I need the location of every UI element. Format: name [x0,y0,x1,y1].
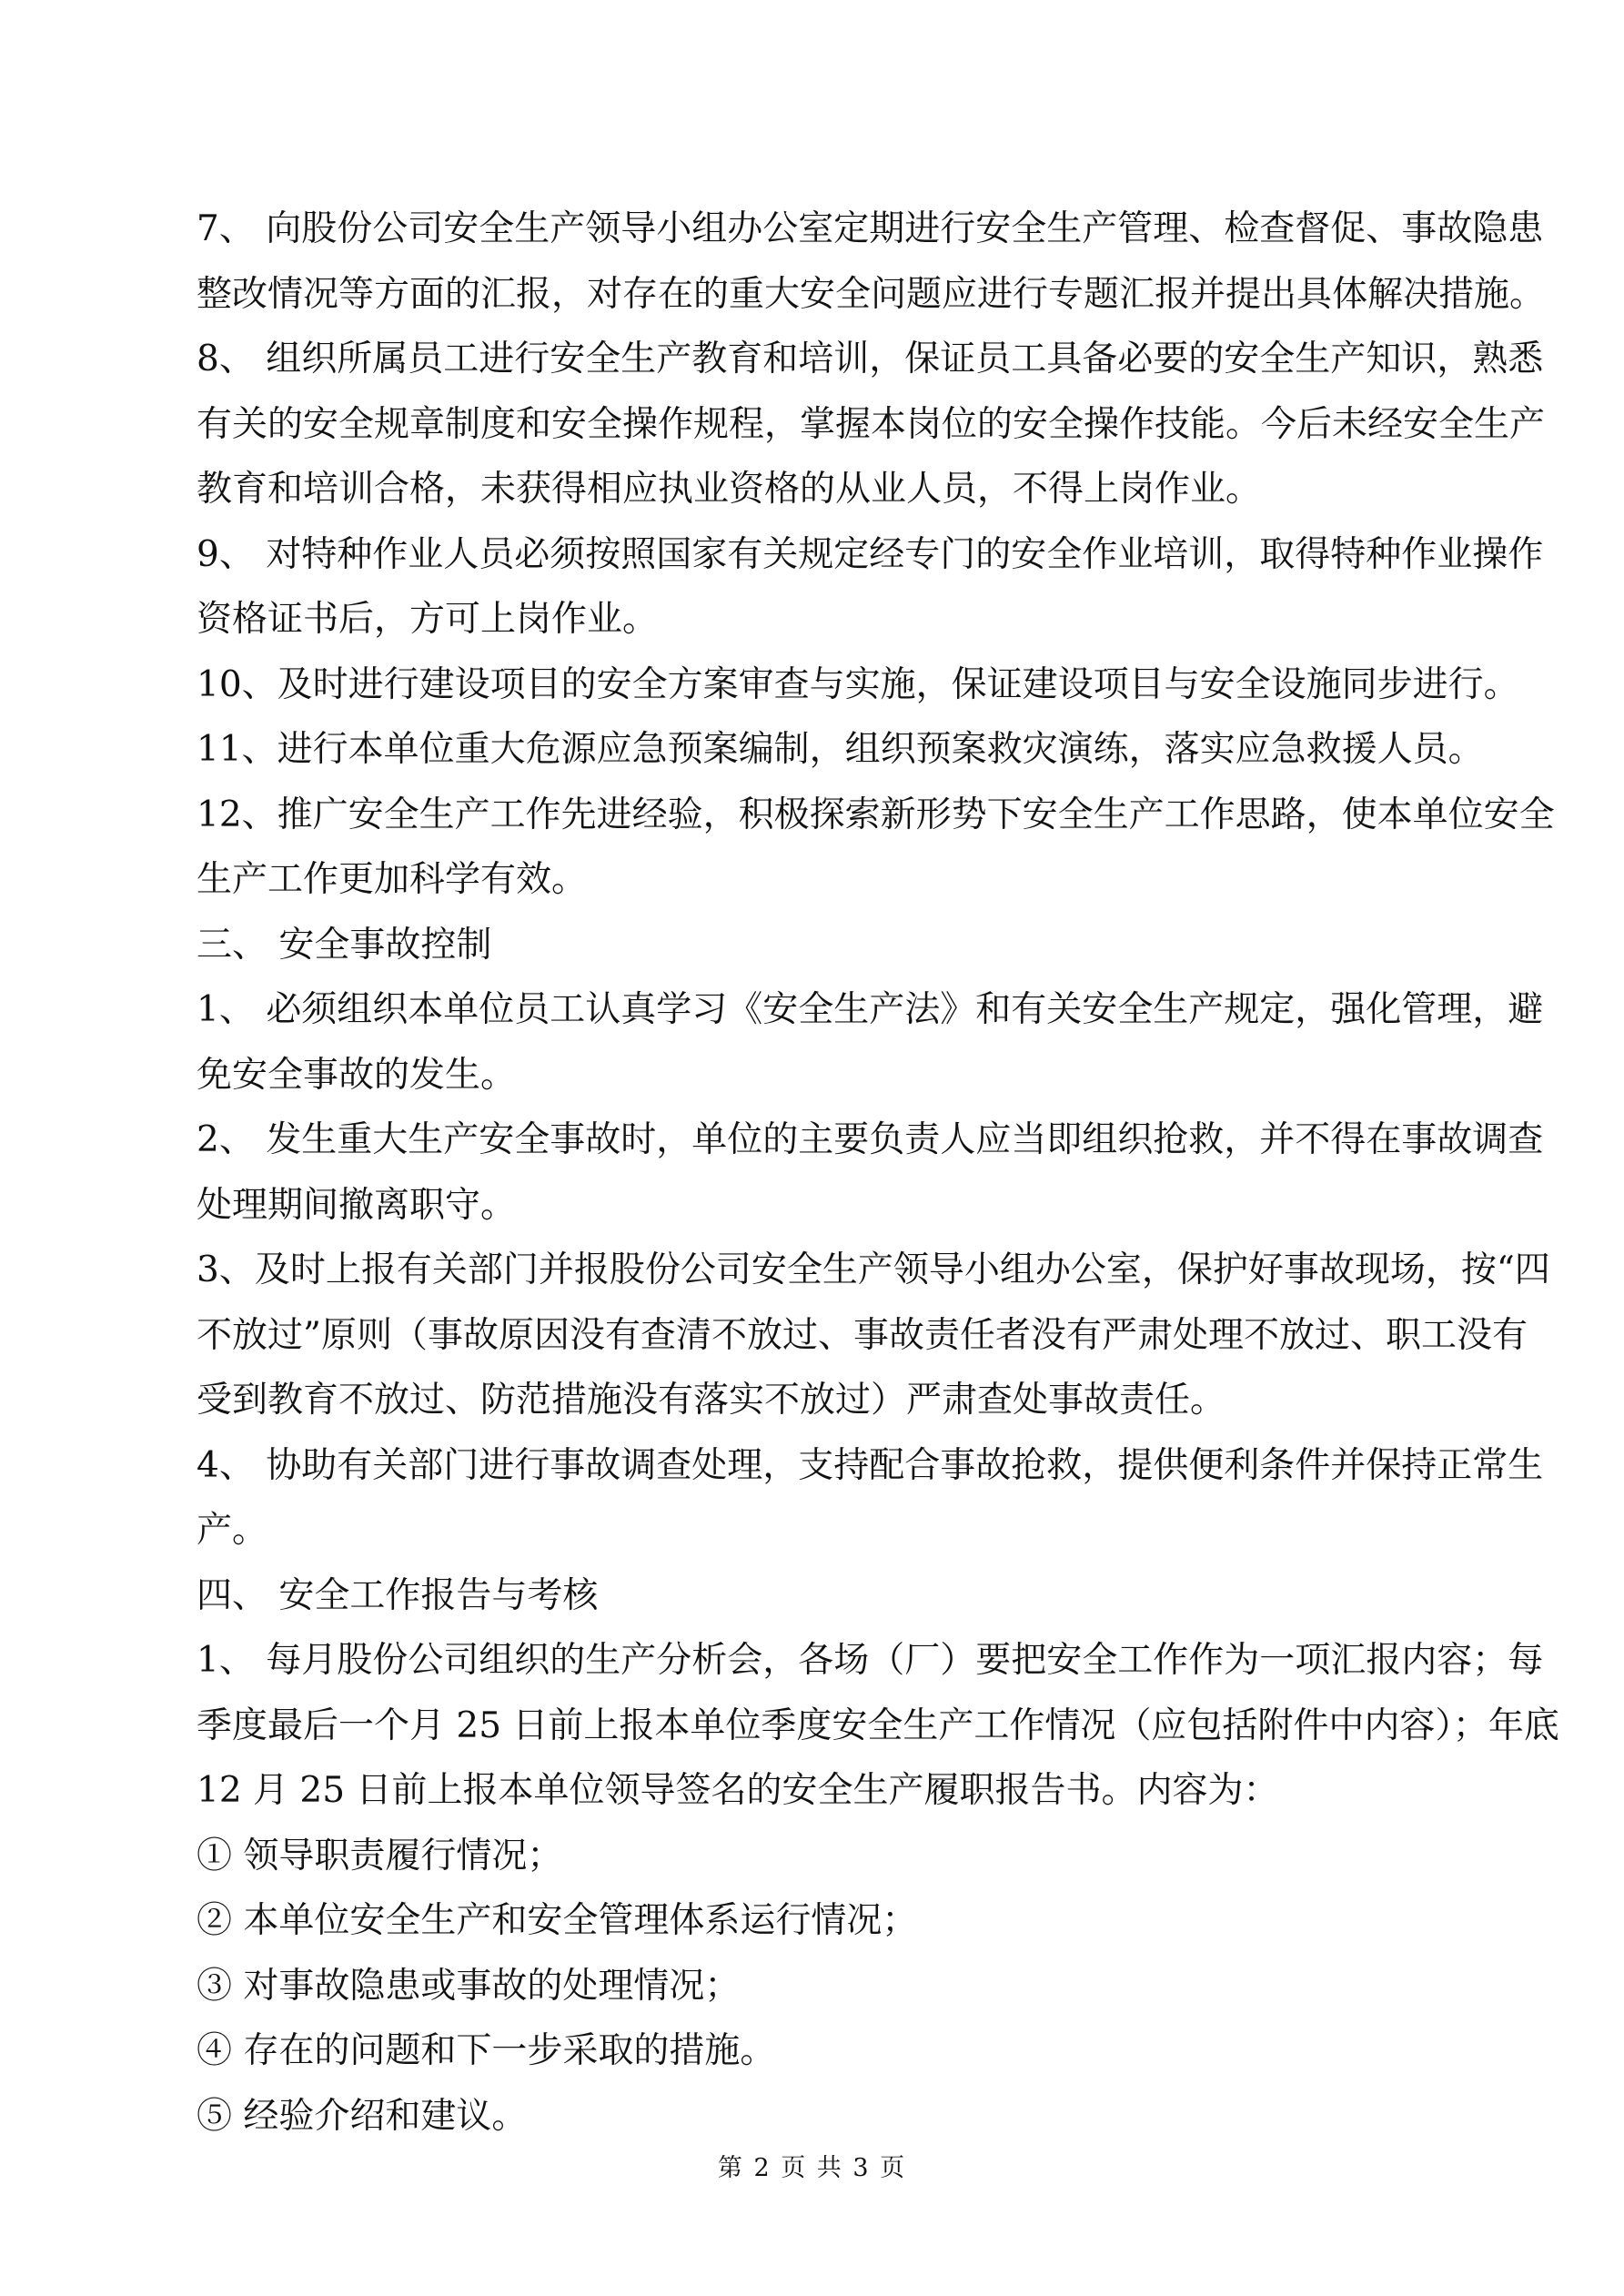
text-line: 四、 安全工作报告与考核 [197,1574,599,1616]
text-line: 4、 协助有关部门进行事故调查处理，支持配合事故抢救，提供便利条件并保持正常生 [197,1444,1544,1486]
text-line: 2、 发生重大生产安全事故时，单位的主要负责人应当即组织抢救，并不得在事故调查 [197,1119,1544,1160]
text-line: 12 月 25 日前上报本单位领导签名的安全生产履职报告书。内容为： [197,1770,1279,1811]
text-line: 11、进行本单位重大危源应急预案编制，组织预案救灾演练，落实应急救援人员。 [197,729,1484,770]
text-line: 整改情况等方面的汇报，对存在的重大安全问题应进行专题汇报并提出具体解决措施。 [197,273,1546,315]
text-line: 季度最后一个月 25 日前上报本单位季度安全生产工作情况（应包括附件中内容）；年底 [197,1704,1559,1746]
text-line: 不放过”原则（事故原因没有查清不放过、事故责任者没有严肃处理不放过、职工没有 [197,1314,1528,1356]
page-footer: 第 2 页 共 3 页 [717,2154,907,2182]
text-line: ① 领导职责履行情况； [197,1835,563,1876]
text-line: 9、 对特种作业人员必须按照国家有关规定经专门的安全作业培训，取得特种作业操作 [197,533,1544,575]
text-line: 处理期间撤离职守。 [197,1184,517,1226]
text-line: 受到教育不放过、防范措施没有落实不放过）严肃查处事故责任。 [197,1380,1226,1421]
text-line: 免安全事故的发生。 [197,1054,517,1096]
text-line: 资格证书后，方可上岗作业。 [197,599,659,640]
text-line: 10、及时进行建设项目的安全方案审查与实施，保证建设项目与安全设施同步进行。 [197,663,1519,705]
text-line: ③ 对事故隐患或事故的处理情况； [197,1965,741,2007]
text-line: 教育和培训合格，未获得相应执业资格的从业人员，不得上岗作业。 [197,469,1262,510]
text-line: 三、 安全事故控制 [197,924,492,966]
text-line: ④ 存在的问题和下一步采取的措施。 [197,2030,776,2071]
text-line: 有关的安全规章制度和安全操作规程，掌握本岗位的安全操作技能。今后未经安全生产 [197,403,1546,445]
text-line: 7、 向股份公司安全生产领导小组办公室定期进行安全生产管理、检查督促、事故隐患 [197,208,1544,249]
text-line: ⑤ 经验介绍和建议。 [197,2095,528,2137]
text-line: 12、推广安全生产工作先进经验，积极探索新形势下安全生产工作思路，使本单位安全 [197,794,1555,835]
text-line: 1、 必须组织本单位员工认真学习《安全生产法》和有关安全生产规定，强化管理，避 [197,989,1544,1030]
text-line: 1、 每月股份公司组织的生产分析会，各场（厂）要把安全工作作为一项汇报内容；每 [197,1640,1544,1681]
text-line: ② 本单位安全生产和安全管理体系运行情况； [197,1900,918,1941]
text-line: 生产工作更加科学有效。 [197,859,588,900]
text-line: 产。 [197,1510,268,1551]
text-line: 3、及时上报有关部门并报股份公司安全生产领导小组办公室，保护好事故现场，按“四 [197,1249,1550,1290]
text-line: 8、 组织所属员工进行安全生产教育和培训，保证员工具备必要的安全生产知识，熟悉 [197,339,1544,379]
